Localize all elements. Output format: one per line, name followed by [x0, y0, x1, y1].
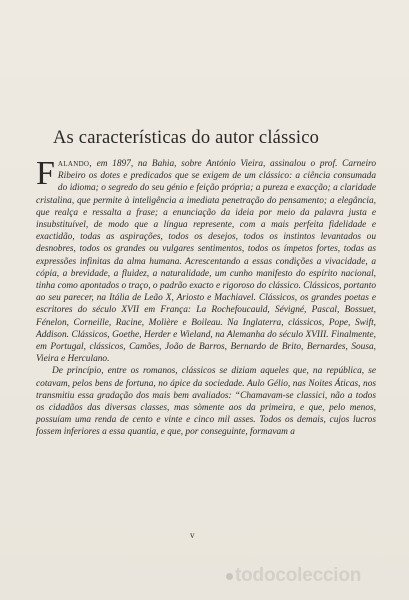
- chapter-heading: As características do autor clássico: [53, 128, 320, 148]
- body-text: [36, 155, 376, 439]
- paragraph-1: [36, 155, 376, 365]
- drop-cap: F: [36, 155, 55, 192]
- opening-smallcaps: alando,: [57, 159, 92, 169]
- watermark: [226, 565, 361, 587]
- paragraph-2-text: De princípio, entre os romanos, clássicos se diziam aqueles que, na república, se cotavam, pelos bens de fortuna, no ápice da sociedade. Aulo Gélio, nas Noites Áticas, nos transmitiu essa gradação dos mais bem avaliados: “Chamavam-se classici, não a todos os cidadãos das diversas classes, mas sòmente aos da primeira, e que, pelo menos, possuíam uma renda de cento e vinte e cinco mil asses. Todos os demais, cujos lucros fossem inferiores a essa quantia, e que, por conseguinte, formavam a: [36, 366, 376, 438]
- paragraph-2: [36, 365, 376, 438]
- watermark-logo-icon: [226, 573, 233, 580]
- watermark-text: todocoleccion: [235, 565, 362, 586]
- page-number: v: [190, 530, 195, 540]
- paragraph-1-text: em 1897, na Bahia, sobre António Vieira, assinalou o prof. Carneiro Ribeiro os dotes e predicados que se exigem de um clássico: a ciência consumada do idioma; o segredo do seu génio e feição própria; a pureza e exacção; a claridade cristalina, que permite à inteligência a imediata penetração do pensamento; a elegância, que realça e ressalta a frase; a enunciação da ideia por meio da palavra justa e insubstituível, de modo que a língua represente, com a mais perfeita fidelidade e exactidão, todas as aspirações, todos os desejos, todos os instintos levantados ou desnobres, todos os grandes ou vulgares sentimentos, todos os ímpetos fortes, todas as expressões infinitas da alma humana. Acrescentando a essas condições a vivacidade, a cópia, a brevidade, a fluidez, a naturalidade, um cunho manifesto do espírito nacional, tinha como apontados o traço, o padrão exacto e rigoroso do clássico. Clássicos, portanto ao seu parecer, na Itália de Leão X, Ariosto e Machiavel. Clássicos, os grandes poetas e escritores do século XVII em França: La Rochefoucauld, Sévigné, Pascal, Bossuet, Fénelon, Corneille, Racine, Molière e Boileau. Na Inglaterra, clássicos, Pope, Swift, Addison. Clássicos, Goethe, Herder e Wieland, na Alemanha do século XVIII. Finalmente, em Portugal, clássicos, Camões, João de Barros, Bernardo de Brito, Bernardes, Sousa, Vieira e Herculano.: [36, 159, 376, 365]
